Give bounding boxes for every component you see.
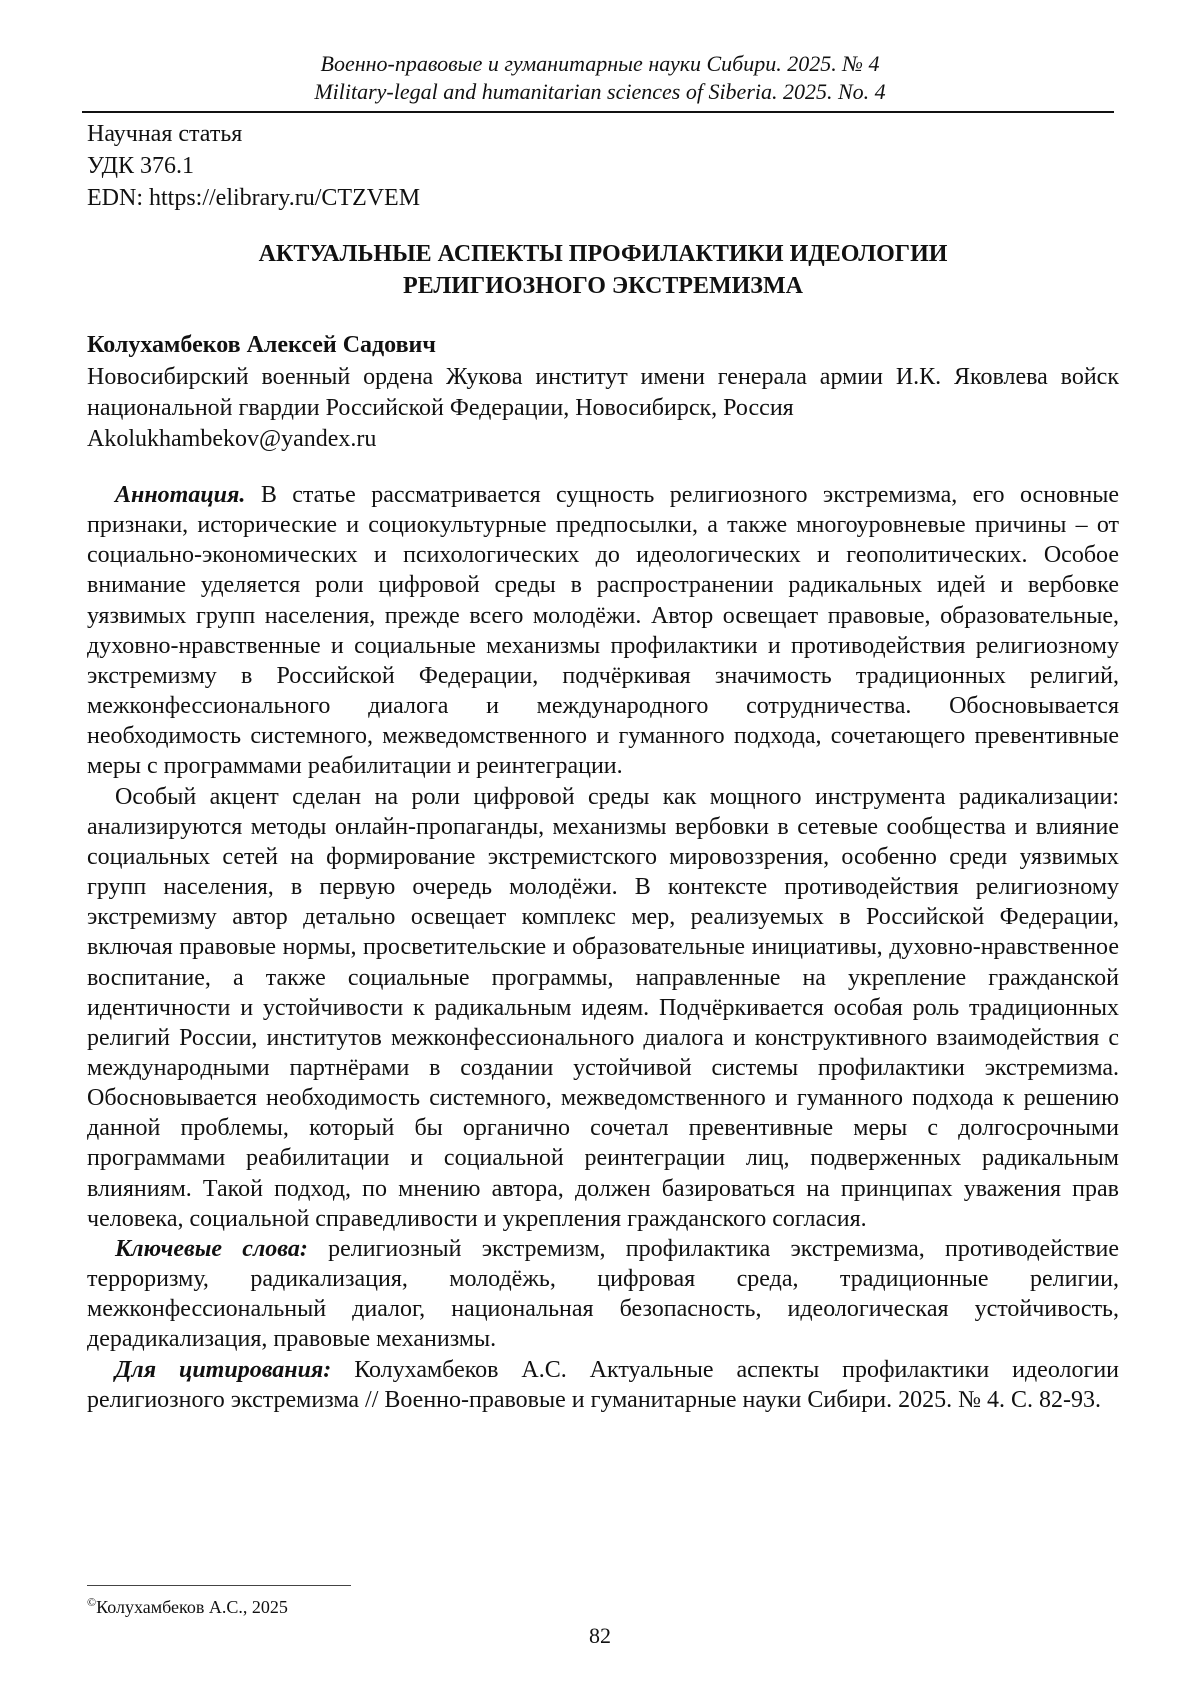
abstract-label: Аннотация.: [115, 482, 246, 508]
journal-title-en: Military-legal and humanitarian sciences of Siberia. 2025. No. 4: [314, 79, 886, 104]
journal-title-ru: Военно-правовые и гуманитарные науки Сибири. 2025. № 4: [320, 51, 880, 76]
title-line-1: АКТУАЛЬНЫЕ АСПЕКТЫ ПРОФИЛАКТИКИ ИДЕОЛОГИИ: [258, 241, 948, 267]
article-type: Научная статья: [87, 121, 243, 147]
citation-text: Колухамбеков А.С. Актуальные аспекты профилактики идеологии религиозного экстремизма // Военно-правовые и гуманитарные науки Сибири. 2025. № 4. С. 82-93.: [87, 1356, 1120, 1413]
udk-code: УДК 376.1: [87, 153, 194, 179]
footnote-divider: [87, 1585, 351, 1586]
citation-paragraph: [87, 1355, 1119, 1415]
page-number: 82: [589, 1623, 611, 1648]
abstract-section: [87, 480, 1119, 1415]
keywords-paragraph: [87, 1234, 1119, 1355]
copyright-mark: ©: [87, 1595, 97, 1609]
abstract-paragraph-2: Особый акцент сделан на роли цифровой среды как мощного инструмента радикализации: анализируются методы онлайн-пропаганды, механизмы вербовки в сетевые сообщества и влияние социальных сетей на формирование экстремистского мировоззрения, особенно среди уязвимых групп населения, в первую очередь молодёжи. В контексте противодействия религиозному экстремизму автор детально освещает комплекс мер, реализуемых в Российской Федерации, включая правовые нормы, просветительские и образовательные инициативы, духовно-нравственное воспитание, а также социальные программы, направленные на укрепление гражданской идентичности и устойчивости к радикальным идеям. Подчёркивается особая роль традиционных религий России, институтов межконфессионального диалога и конструктивного взаимодействия с международными партнёрами в создании устойчивой системы профилактики экстремизма. Обосновывается необходимость системного, межведомственного и гуманного подхода к решению данной проблемы, который бы органично сочетал превентивные меры с долгосрочными программами реабилитации и социальной реинтеграции лиц, подверженных радикальным влияниям. Такой подход, по мнению автора, должен базироваться на принципах уважения прав человека, социальной справедливости и укрепления гражданского согласия.: [87, 783, 1119, 1232]
author-email: Akolukhambekov@yandex.ru: [87, 426, 377, 452]
header-divider: [82, 111, 1114, 113]
author-affiliation: Новосибирский военный ордена Жукова институт имени генерала армии И.К. Яковлева войск национальной гвардии Российской Федерации, Новосибирск, Россия: [87, 364, 1119, 421]
author-name: Колухамбеков Алексей Садович: [87, 332, 436, 358]
title-line-2: РЕЛИГИОЗНОГО ЭКСТРЕМИЗМА: [403, 273, 803, 299]
edn-link: EDN: https://elibrary.ru/CTZVEM: [87, 185, 421, 211]
article-meta: [87, 118, 420, 214]
abstract-paragraph-1: [87, 480, 1119, 782]
copyright-text: Колухамбеков А.С., 2025: [96, 1597, 288, 1617]
author-block: [87, 362, 1119, 455]
copyright-footnote: [87, 1590, 288, 1619]
keywords-text: религиозный экстремизм, профилактика экстремизма, противодействие терроризму, радикализация, молодёжь, цифровая среда, традиционные религии, межконфессиональный диалог, национальная безопасность, идеологическая устойчивость, дерадикализация, правовые механизмы.: [87, 1235, 1120, 1353]
citation-label: Для цитирования:: [115, 1356, 332, 1383]
keywords-label: Ключевые слова:: [115, 1235, 308, 1262]
abstract-text-1: В статье рассматривается сущность религиозного экстремизма, его основные признаки, исторические и социокультурные предпосылки, а также многоуровневые причины – от социально-экономических и психологических до идеологических и геополитических. Особое внимание уделяется роли цифровой среды в распространении радикальных идей и вербовке уязвимых групп населения, прежде всего молодёжи. Автор освещает правовые, образовательные, духовно-нравственные и социальные механизмы профилактики и противодействия религиозному экстремизму в Российской Федерации, подчёркивая значимость традиционных религий, межконфессионального диалога и международного сотрудничества. Обосновывается необходимость системного, межведомственного и гуманного подхода, сочетающего превентивные меры с программами реабилитации и реинтеграции.: [87, 482, 1120, 780]
article-title: [87, 238, 1119, 302]
